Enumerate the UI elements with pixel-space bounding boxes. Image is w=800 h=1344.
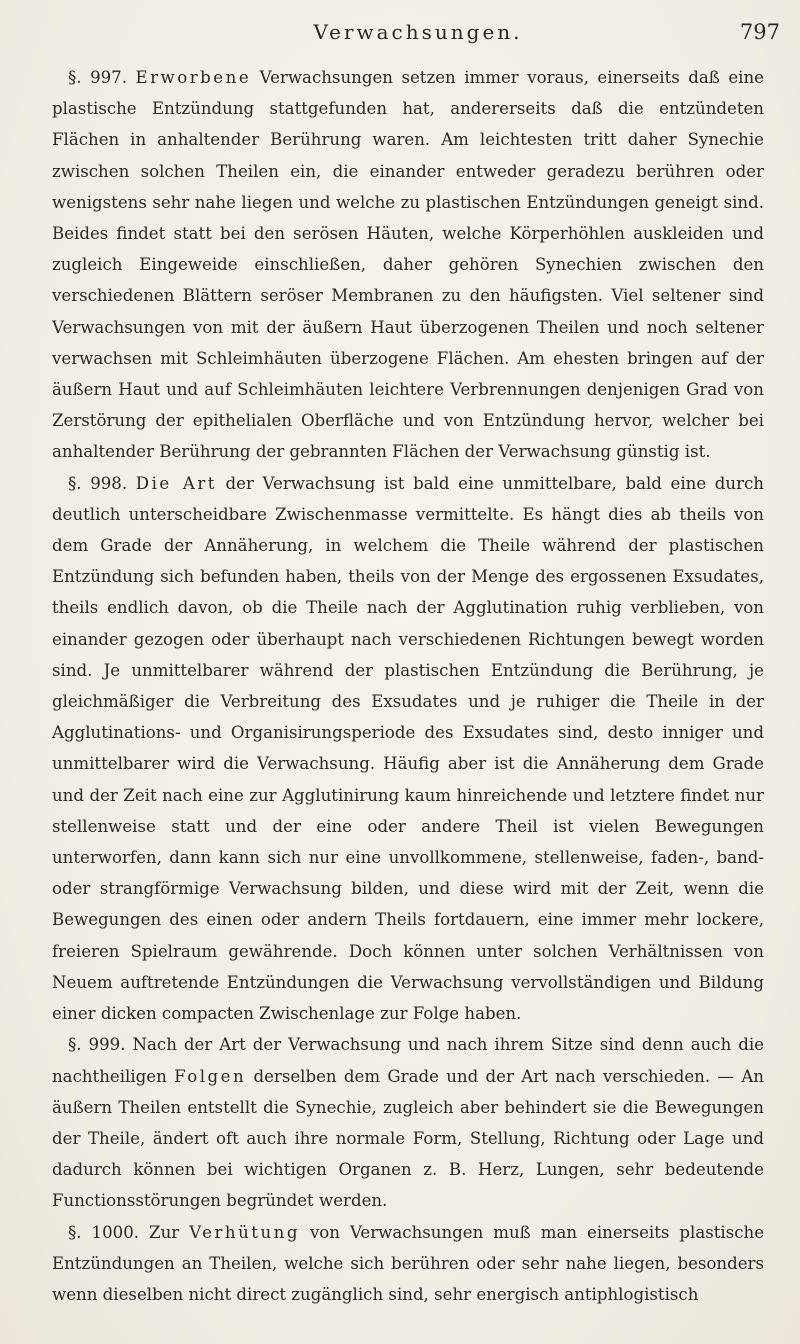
section-lead: Erworbene [135,68,252,87]
running-title: Verwachsungen. [313,20,523,44]
body-text [52,62,764,1310]
page-number: 797 [739,20,780,44]
paragraph-998 [52,468,764,1030]
paragraph-text: Zur [149,1222,180,1242]
paragraph-999 [52,1029,764,1216]
section-number: §. 998. [68,473,128,493]
section-lead: Die Art [135,473,217,493]
paragraph-text: von Verwachsungen muß man einerseits plastische Entzündungen an Theilen, welche sich berühren oder sehr nahe liegen, besonders wenn dieselben nicht direct zugänglich sind, sehr energisch antiphlogistisch [52,1222,765,1304]
section-number: §. 999. [68,1035,126,1055]
running-head [56,14,780,48]
paragraph-text: derselben dem Grade und der Art nach verschieden. — An äußern Theilen entstellt die Synechie, zugleich aber behindert sie die Bewegungen der Theile, ändert oft auch ihre normale Form, Stellung, Richtung oder Lage und dadurch können bei wichtigen Organen z. B. Herz, Lungen, sehr bedeutende Functionsstörungen begründet werden. [52,1066,764,1211]
paragraph-text: Verwachsungen setzen immer voraus, einerseits daß eine plastische Entzündung stattgefunden hat, andererseits daß die entzündeten Flächen in anhaltender Berührung waren. Am leichtesten tritt daher Synechie zwischen solchen Theilen ein, die einander entweder geradezu berühren oder wenigstens sehr nahe liegen und welche zu plastischen Entzündungen geneigt sind. Beides findet statt bei den serösen Häuten, welche Körperhöhlen auskleiden und zugleich Eingeweide einschließen, daher gehören Synechien zwischen den verschiedenen Blättern seröser Membranen zu den häufigsten. Viel seltener sind Verwachsungen von mit der äußern Haut überzogenen Theilen und noch seltener verwachsen mit Schleimhäuten überzogene Flächen. Am ehesten bringen auf der äußern Haut und auf Schleimhäuten leichtere Verbrennungen denjenigen Grad von Zerstörung der epithelialen Oberfläche und von Entzündung hervor, welcher bei anhaltender Berührung der gebrannten Flächen der Verwachsung günstig ist. [52,68,764,462]
paragraph-1000 [52,1217,764,1311]
section-number: §. 1000. [68,1222,140,1242]
emphasized-term: Verhütung [189,1222,300,1242]
section-number: §. 997. [68,68,128,87]
paragraph-text: der Verwachsung ist bald eine unmittelbare, bald eine durch deutlich unterscheidbare Zwischenmasse vermittelte. Es hängt dies ab theils von dem Grade der Annäherung, in welchem die Theile während der plastischen Entzündung sich befunden haben, theils von der Menge des ergossenen Exsudates, theils endlich davon, ob die Theile nach der Agglutination ruhig verblieben, von einander gezogen oder überhaupt nach verschiedenen Richtungen bewegt worden sind. Je unmittelbarer während der plastischen Entzündung die Berührung, je gleichmäßiger die Verbreitung des Exsudates und je ruhiger die Theile in der Agglutinations- und Organisirungsperiode des Exsudates sind, desto inniger und unmittelbarer wird die Verwachsung. Häufig aber ist die Annäherung dem Grade und der Zeit nach eine zur Agglutinirung kaum hinreichende und letztere findet nur stellenweise statt und der eine oder andere Theil ist vielen Bewegungen unterworfen, dann kann sich nur eine unvollkommene, stellenweise, faden-, band- oder strangförmige Verwachsung bilden, und diese wird mit der Zeit, wenn die Bewegungen des einen oder andern Theils fortdauern, eine immer mehr lockere, freieren Spielraum gewährende. Doch können unter solchen Verhältnissen von Neuem auftretende Entzündungen die Verwachsung vervollständigen und Bildung einer dicken compacten Zwischenlage zur Folge haben. [52,473,764,1024]
paragraph-997 [52,62,764,468]
emphasized-term: Folgen [174,1066,247,1086]
paragraph-text: Nach der Art der Verwachsung und nach ihrem Sitze sind denn auch die nachtheiligen [52,1035,764,1086]
